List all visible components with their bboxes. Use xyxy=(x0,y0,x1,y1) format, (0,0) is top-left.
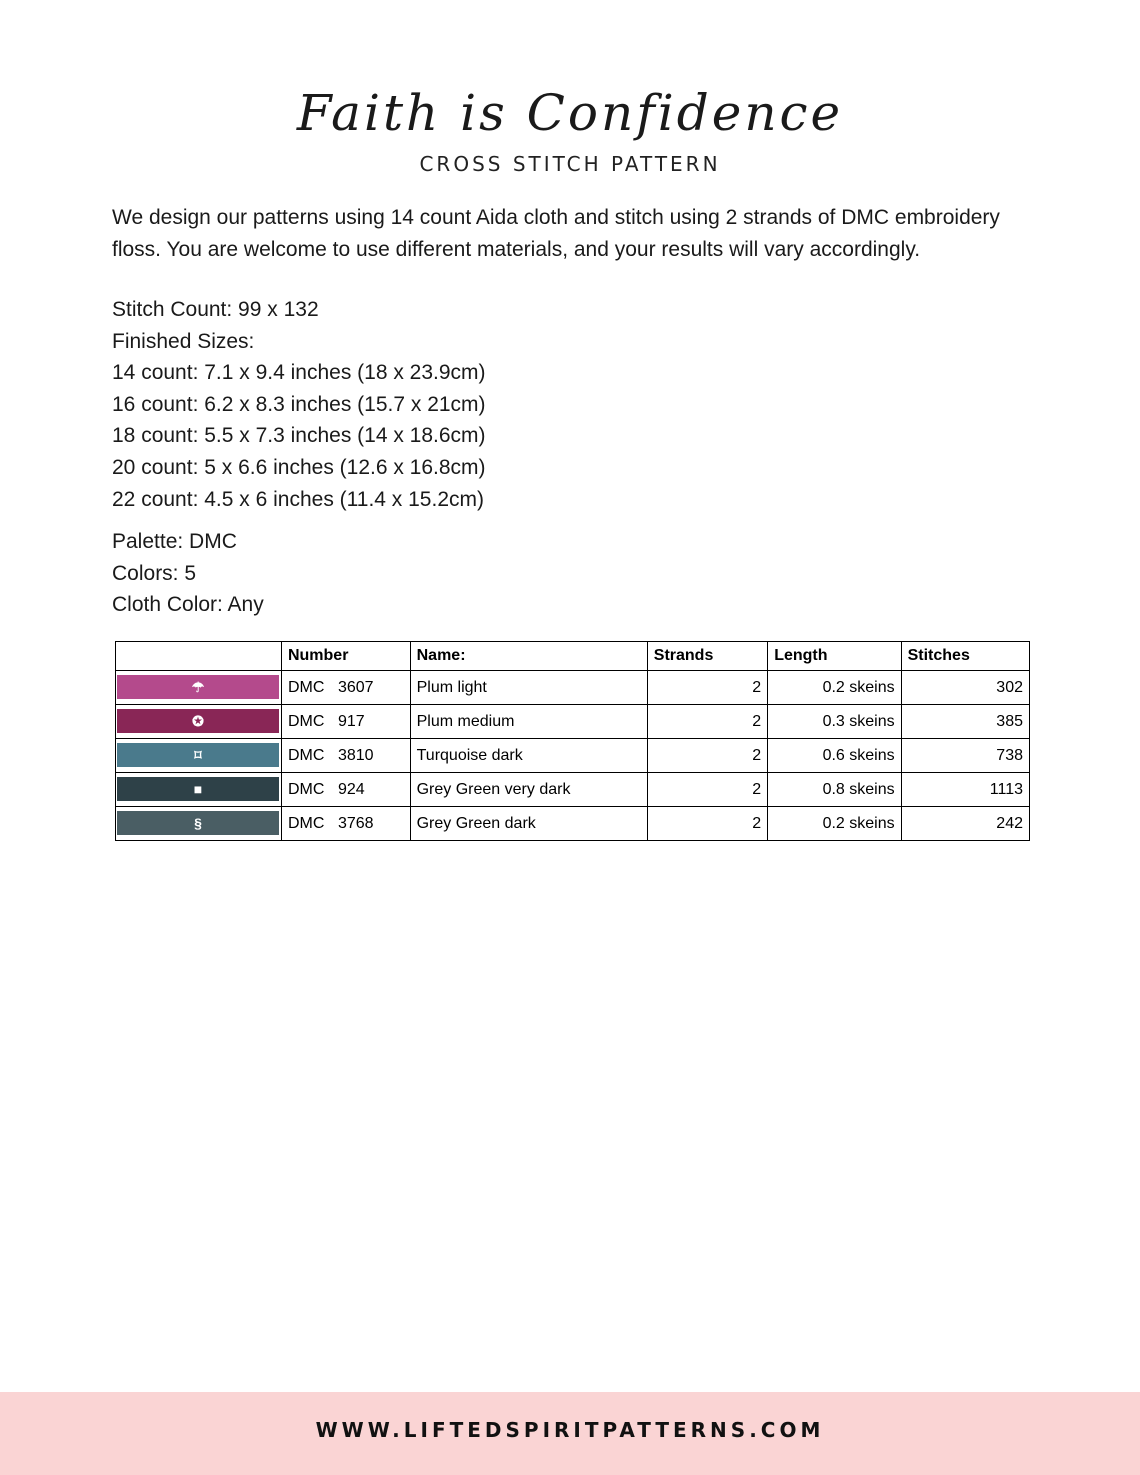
header-stitches: Stitches xyxy=(901,642,1029,671)
floss-number xyxy=(281,705,410,739)
color-swatch: § xyxy=(117,811,279,835)
colors-count: Colors: 5 xyxy=(112,561,197,585)
color-swatch: ☂ xyxy=(117,675,279,699)
floss-length: 0.3 skeins xyxy=(768,705,901,739)
intro-paragraph xyxy=(112,202,1012,266)
floss-strands: 2 xyxy=(647,705,767,739)
finished-size-item: 16 count: 6.2 x 8.3 inches (15.7 x 21cm) xyxy=(112,392,486,416)
floss-name: Grey Green very dark xyxy=(410,773,647,807)
floss-table xyxy=(115,641,1030,841)
table-row xyxy=(116,773,1030,807)
pattern-specs xyxy=(112,294,486,515)
floss-name: Plum medium xyxy=(410,705,647,739)
floss-length: 0.6 skeins xyxy=(768,739,901,773)
palette-info xyxy=(112,526,264,621)
header-name: Name: xyxy=(410,642,647,671)
finished-size-item: 22 count: 4.5 x 6 inches (11.4 x 15.2cm) xyxy=(112,487,484,511)
swatch-cell xyxy=(116,773,282,807)
floss-number xyxy=(281,773,410,807)
floss-number xyxy=(281,671,410,705)
floss-name: Turquoise dark xyxy=(410,739,647,773)
floss-strands: 2 xyxy=(647,773,767,807)
color-swatch: ✪ xyxy=(117,709,279,733)
floss-code: 924 xyxy=(337,780,365,798)
cloth-color: Cloth Color: Any xyxy=(112,593,264,617)
footer-bar xyxy=(0,1392,1140,1475)
floss-brand: DMC xyxy=(287,678,325,696)
color-swatch: ⌑ xyxy=(117,743,279,767)
intro-line: We design our patterns using 14 count Aida cloth and stitch using 2 strands of DMC embroidery xyxy=(112,206,1000,229)
table-header-row xyxy=(116,642,1030,671)
header-strands: Strands xyxy=(647,642,767,671)
finished-sizes-label: Finished Sizes: xyxy=(112,329,255,353)
floss-code: 3768 xyxy=(337,814,374,832)
swatch-cell xyxy=(116,705,282,739)
table-row xyxy=(116,807,1030,841)
floss-stitches: 385 xyxy=(901,705,1029,739)
page-title: Faith is Confidence xyxy=(296,84,844,142)
swatch-cell xyxy=(116,807,282,841)
header-symbol xyxy=(116,642,282,671)
floss-length: 0.8 skeins xyxy=(768,773,901,807)
stitch-count: Stitch Count: 99 x 132 xyxy=(112,298,319,321)
floss-name: Plum light xyxy=(410,671,647,705)
floss-code: 917 xyxy=(337,712,365,730)
floss-strands: 2 xyxy=(647,739,767,773)
page-subtitle: CROSS STITCH PATTERN xyxy=(419,152,721,176)
header-length: Length xyxy=(768,642,901,671)
floss-code: 3810 xyxy=(337,746,374,764)
table-row xyxy=(116,705,1030,739)
swatch-cell xyxy=(116,739,282,773)
header-number: Number xyxy=(281,642,410,671)
floss-length: 0.2 skeins xyxy=(768,807,901,841)
floss-name: Grey Green dark xyxy=(410,807,647,841)
table-row xyxy=(116,671,1030,705)
floss-brand: DMC xyxy=(287,712,325,730)
floss-stitches: 738 xyxy=(901,739,1029,773)
finished-size-item: 20 count: 5 x 6.6 inches (12.6 x 16.8cm) xyxy=(112,455,486,479)
floss-stitches: 302 xyxy=(901,671,1029,705)
floss-code: 3607 xyxy=(337,678,374,696)
finished-size-item: 14 count: 7.1 x 9.4 inches (18 x 23.9cm) xyxy=(112,361,486,385)
finished-size-item: 18 count: 5.5 x 7.3 inches (14 x 18.6cm) xyxy=(112,424,486,448)
floss-brand: DMC xyxy=(287,746,325,764)
floss-brand: DMC xyxy=(287,780,325,798)
palette: Palette: DMC xyxy=(112,530,237,553)
floss-number xyxy=(281,807,410,841)
swatch-cell xyxy=(116,671,282,705)
floss-stitches: 242 xyxy=(901,807,1029,841)
floss-number xyxy=(281,739,410,773)
floss-stitches: 1113 xyxy=(901,773,1029,807)
website-link[interactable]: WWW.LIFTEDSPIRITPATTERNS.COM xyxy=(315,1418,825,1442)
floss-brand: DMC xyxy=(287,814,325,832)
floss-strands: 2 xyxy=(647,671,767,705)
table-row xyxy=(116,739,1030,773)
floss-length: 0.2 skeins xyxy=(768,671,901,705)
floss-strands: 2 xyxy=(647,807,767,841)
color-swatch: ■ xyxy=(117,777,279,801)
intro-line: floss. You are welcome to use different materials, and your results will vary accordingly. xyxy=(112,238,921,261)
